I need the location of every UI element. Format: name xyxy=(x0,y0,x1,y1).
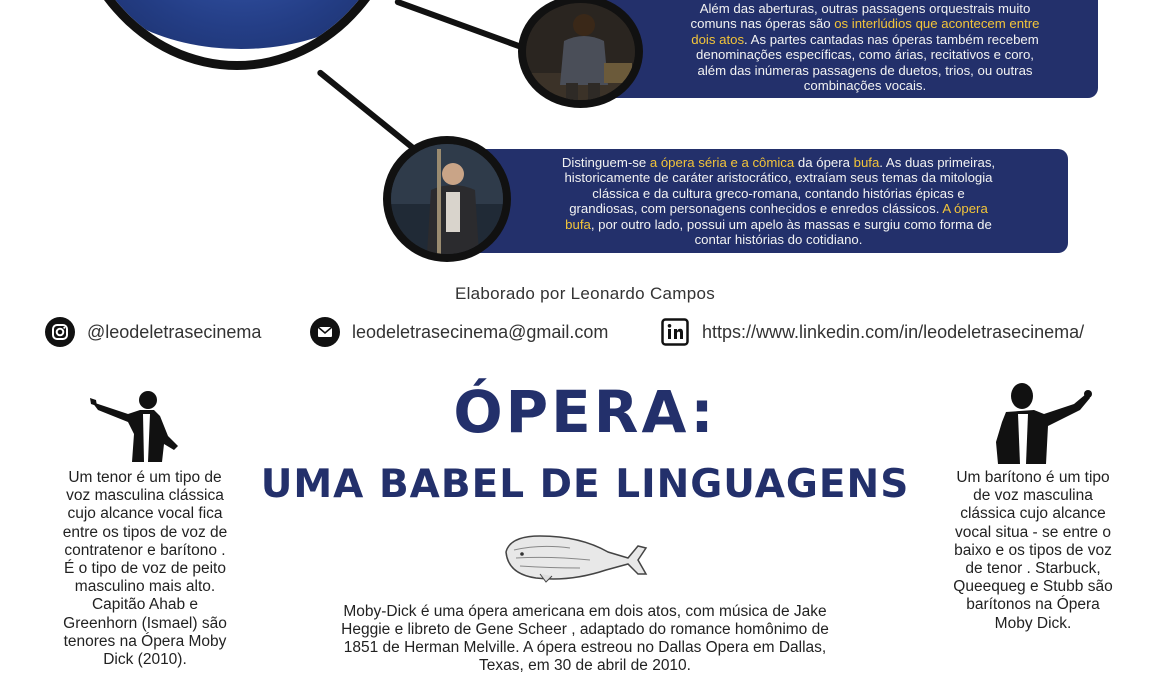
tenor-line-1: Um tenor é um tipo de xyxy=(68,469,222,486)
top-portrait-circle xyxy=(62,0,412,70)
box2-line1-pre: Distinguem-se xyxy=(561,155,650,170)
singer-photo-2 xyxy=(383,136,511,262)
info-box-opera-types xyxy=(447,149,1068,253)
baritone-line-3: clássica cujo alcance xyxy=(960,505,1106,523)
baritone-line-7: Queequeg e Stubb são xyxy=(953,578,1113,596)
box2-line1-post: . As duas primeiras, xyxy=(879,155,996,170)
tenor-line-10: tenores na Ópera Moby xyxy=(63,632,227,650)
instagram-handle: @leodeletrasecinema xyxy=(87,321,262,342)
tenor-line-3: cujo alcance vocal fica xyxy=(67,505,223,523)
email-icon xyxy=(310,317,340,347)
box1-line3-post: . As partes cantadas nas óperas também recebem xyxy=(744,31,1039,47)
singer-figure-2 xyxy=(391,144,511,262)
connector-line-top xyxy=(394,0,528,52)
social-linkedin[interactable] xyxy=(660,317,1084,347)
box2-line2: historicamente de caráter aristocrático, extraíam seus temas da mitologia xyxy=(564,170,993,186)
box2-line1 xyxy=(507,155,1050,170)
box2-line4-pre: grandiosas, com personagens conhecidos e enredos clássicos. xyxy=(569,201,943,217)
email-address: leodeletrasecinema@gmail.com xyxy=(352,321,609,342)
box1-line3 xyxy=(650,32,1080,47)
baritone-description xyxy=(926,469,1140,633)
tenor-line-2: voz masculina clássica xyxy=(66,487,224,505)
instagram-icon xyxy=(45,317,75,347)
box2-line4 xyxy=(507,201,1050,216)
tenor-line-6: É o tipo de voz de peito xyxy=(63,560,226,578)
box2-line1-mid: da ópera xyxy=(794,155,854,170)
tenor-line-8: Capitão Ahab e xyxy=(91,596,198,614)
whale-illustration-icon xyxy=(500,530,650,584)
moby-dick-description xyxy=(282,603,888,675)
linkedin-icon xyxy=(660,317,690,347)
tenor-line-5: contratenor e barítono . xyxy=(64,541,226,559)
linkedin-url: https://www.linkedin.com/in/leodeletrasecinema/ xyxy=(702,321,1085,342)
box2-line3: clássica e da cultura greco-romana, contando histórias épicas e xyxy=(592,185,965,201)
body-line-4: Texas, em 30 de abril de 2010. xyxy=(479,657,691,674)
tenor-line-9: Greenhorn (Ismael) são xyxy=(63,614,227,632)
singer-photo-1 xyxy=(518,0,643,108)
baritone-line-5: baixo e os tipos de voz xyxy=(954,541,1112,559)
tenor-description xyxy=(40,469,250,669)
page-title: ÓPERA: xyxy=(453,378,717,446)
page-subtitle: UMA BABEL DE LINGUAGENS xyxy=(260,462,910,507)
tenor-line-4: entre os tipos de voz de xyxy=(62,523,228,541)
box2-line5 xyxy=(507,217,1050,232)
box1-line6: combinações vocais. xyxy=(803,78,927,94)
body-line-1: Moby-Dick é uma ópera americana em dois atos, com música de Jake xyxy=(343,603,827,620)
singer-figure-1 xyxy=(526,3,643,108)
box2-line4-hl: A ópera xyxy=(942,201,988,217)
info-box-interludes xyxy=(590,0,1098,98)
box1-line5: além das inúmeras passagens de duetos, trios, ou outras xyxy=(697,62,1033,78)
credit-line: Elaborado por Leonardo Campos xyxy=(454,284,716,303)
tenor-line-11: Dick (2010). xyxy=(103,651,187,669)
baritone-line-2: de voz masculina xyxy=(973,487,1093,505)
connector-line-bottom xyxy=(316,69,421,155)
box1-line2-hl: os interlúdios que acontecem entre xyxy=(834,16,1040,32)
top-portrait-image xyxy=(91,0,391,49)
box2-line5-hl: bufa xyxy=(565,216,591,232)
baritone-line-1: Um barítono é um tipo xyxy=(956,469,1110,486)
box2-line1-hl: a ópera séria e a cômica xyxy=(649,155,795,170)
baritone-line-9: Moby Dick. xyxy=(994,614,1072,632)
box1-line1: Além das aberturas, outras passagens orquestrais muito xyxy=(699,1,1031,16)
tenor-line-7: masculino mais alto. xyxy=(74,578,216,596)
social-email[interactable] xyxy=(310,317,608,347)
box1-line2-pre: comuns nas óperas são xyxy=(690,16,835,32)
baritone-line-4: vocal situa - se entre o xyxy=(955,523,1111,541)
baritone-line-8: barítonos na Ópera xyxy=(966,596,1100,614)
box1-line2 xyxy=(650,16,1080,31)
box2-line1-hl2: bufa xyxy=(853,155,880,170)
baritone-line-6: de tenor . Starbuck, xyxy=(965,560,1101,578)
body-line-2: Heggie e libreto de Gene Scheer , adaptado do romance homônimo de xyxy=(341,621,829,638)
social-instagram[interactable] xyxy=(45,317,261,347)
body-line-3: 1851 de Herman Melville. A ópera estreou no Dallas Opera em Dallas, xyxy=(343,639,827,656)
box1-line4: denominações específicas, como árias, recitativos e coro, xyxy=(696,47,1034,63)
box2-line6: contar histórias do cotidiano. xyxy=(694,232,863,248)
box1-line3-hl: dois atos xyxy=(691,31,745,47)
box2-line5-post: , por outro lado, possui um apelo às massas e surgiu como forma de xyxy=(590,216,992,232)
